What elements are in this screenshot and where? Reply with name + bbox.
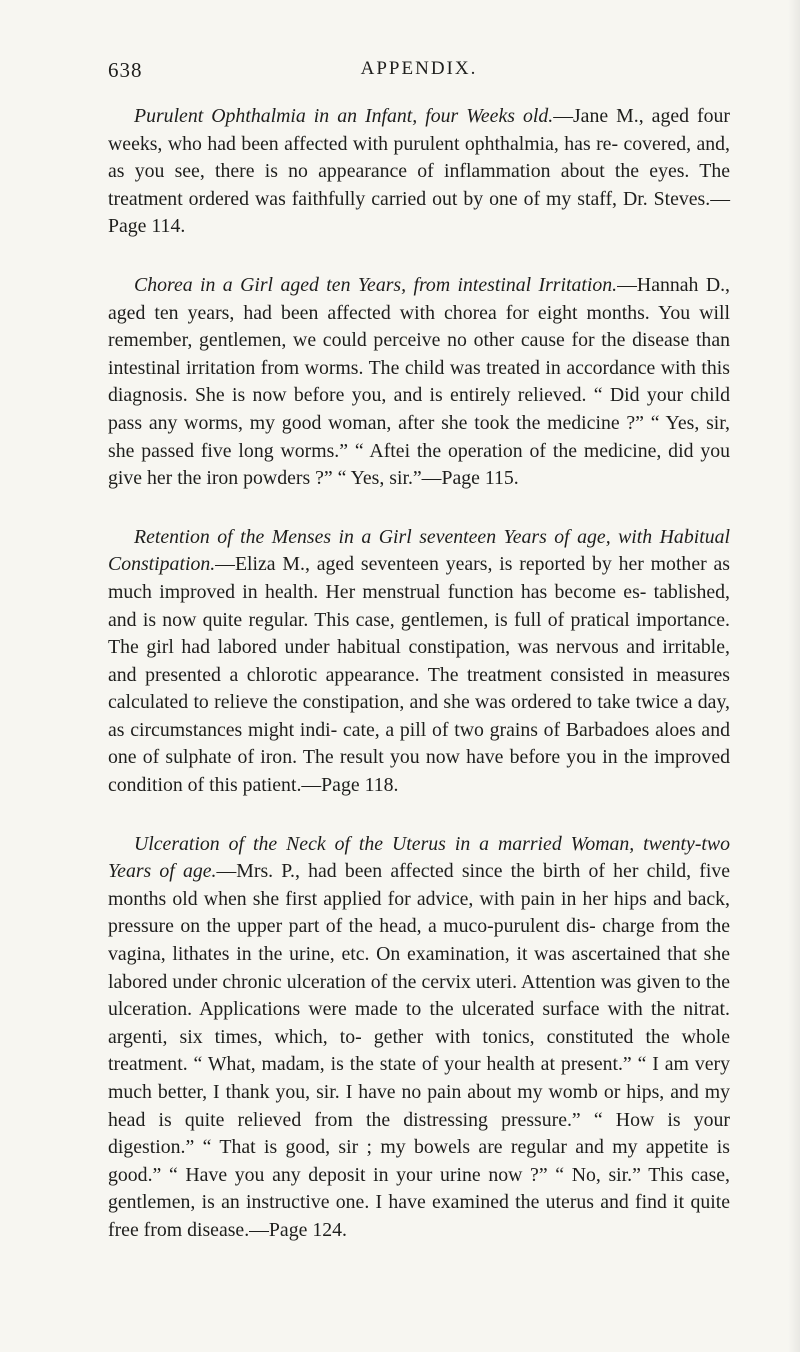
case-text: —Mrs. P., had been affected since the birth of her child, five months old when she first applied for advice, with pain in her hips and back, pressure on the upper part of the head, a muco-purulent dis- charge from the vagina, lithates in the urine, etc. On examination, it was ascertained that she labored under chronic ulceration of the cervix uteri. Attention was given to the ulceration. Applications were made to the ulcerated surface with the nitrat. argenti, six times, which, to- gether with tonics, constituted the whole treatment. “ What, madam, is the state of your health at present.” “ I am very much better, I thank you, sir. I have no pain about my womb or hips, and my head is quite relieved from the distressing pressure.” “ How is your digestion.” “ That is good, sir ; my bowels are regular and my appetite is good.” “ Have you any deposit in your urine now ?” “ No, sir.” This case, gentlemen, is an instructive one. I have examined the uterus and find it quite free from disease.—Page 124. bbox=[108, 860, 730, 1241]
running-head: APPENDIX. bbox=[360, 58, 478, 79]
case-entry-ophthalmia bbox=[108, 103, 730, 241]
page-body bbox=[108, 103, 730, 1276]
case-entry-ulceration bbox=[108, 831, 730, 1245]
case-title: Ulceration of the Neck of the Uterus in a married Woman, twenty-two Years of age. bbox=[108, 832, 730, 883]
case-text: —Jane M., aged four weeks, who had been affected with purulent ophthalmia, has re- covered, and, as you see, there is no appearance of inflammation about the eyes. The treatment ordered was faithfully carried out by one of my staff, Dr. Steves.—Page 114. bbox=[108, 105, 730, 238]
case-title: Purulent Ophthalmia in an Infant, four Weeks old. bbox=[134, 105, 554, 127]
page-edge-shadow bbox=[788, 0, 800, 1352]
page-number: 638 bbox=[108, 58, 143, 82]
case-entry-chorea bbox=[108, 272, 730, 493]
case-text: —Hannah D., aged ten years, had been affected with chorea for eight months. You will remember, gentlemen, we could perceive no other cause for the disease than intestinal irritation from worms. The child was treated in accordance with this diagnosis. She is now before you, and is entirely relieved. “ Did your child pass any worms, my good woman, after she took the medicine ?” “ Yes, sir, she passed five long worms.” “ Aftei the operation of the medicine, did you give her the iron powders ?” “ Yes, sir.”—Page 115. bbox=[108, 273, 730, 490]
case-title: Retention of the Menses in a Girl seventeen Years of age, with Habitual Constipation. bbox=[108, 525, 730, 576]
page-header bbox=[108, 58, 730, 86]
case-entry-retention bbox=[108, 524, 730, 800]
case-title: Chorea in a Girl aged ten Years, from intestinal Irritation. bbox=[134, 273, 618, 296]
case-text: —Eliza M., aged seventeen years, is reported by her mother as much improved in health. Her menstrual function has become es- tablished, and is now quite regular. This case, gentlemen, is full of pratical importance. The girl had labored under habitual constipation, was nervous and irritable, and presented a chlorotic appearance. The treatment consisted in measures calculated to relieve the constipation, and she was ordered to take twice a day, as circumstances might indi- cate, a pill of two grains of Barbadoes aloes and one of sulphate of iron. The result you now have before you in the improved condition of this patient.—Page 118. bbox=[108, 553, 730, 797]
